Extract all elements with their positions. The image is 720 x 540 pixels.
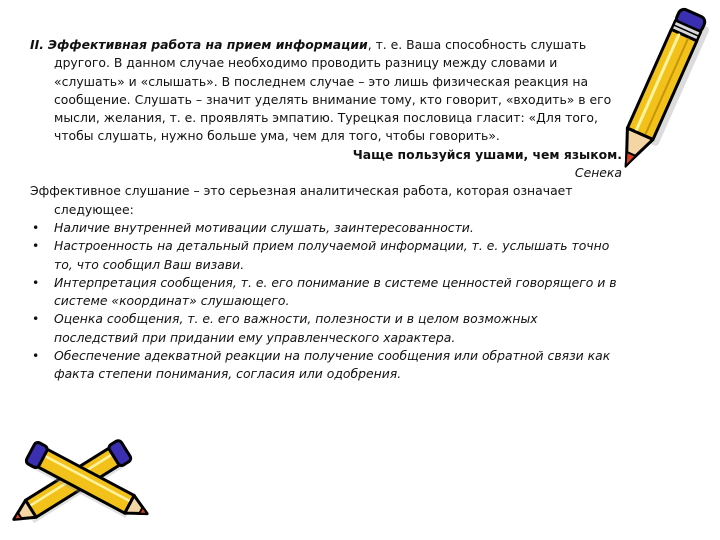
intro-paragraph: Эффективное слушание – это серьезная аналитическая работа, которая означает следующее: (30, 183, 573, 217)
bullet-icon: • (32, 219, 40, 235)
list-item (30, 310, 622, 347)
quote-author: Сенека (574, 165, 622, 181)
crossed-pencils-icon (0, 418, 160, 536)
heading-body-text: , т. е. Ваша способность слушать другого. В данном случае необходимо проводить разницу между словами и «слушать» и «слышать». В последнем случае – это лишь физическая реакция на сообщение. Слушать – значит уделять внимание тому, кто говорит, «входить» в его мысли, желания, т. е. проявлять эмпатию. Турецкая пословица гласит: «Для того, чтобы слушать, нужно больше ума, чем для того, чтобы говорить». (54, 37, 612, 144)
text-block (30, 36, 622, 384)
list-item (30, 347, 622, 384)
list-item-text: Наличие внутренней мотивации слушать, заинтересованности. (54, 219, 474, 235)
list-item-text: Обеспечение адекватной реакции на получение сообщения или обратной связи как факта степени понимания, согласия или одобрения. (54, 348, 611, 382)
bullet-icon: • (32, 348, 40, 364)
quote-text: Чаще пользуйся ушами, чем языком. (352, 146, 622, 162)
list-item-text: Интерпретация сообщения, т. е. его понимание в системе ценностей говорящего и в системе «координат» слушающего. (54, 274, 617, 309)
bullet-icon: • (32, 311, 40, 327)
section-title: Эффективная работа на прием информации (47, 37, 368, 52)
pencil-icon (598, 4, 720, 184)
list-item-text: Настроенность на детальный прием получаемой информации, т. е. услышать точно то, что сообщил Ваш визави. (54, 238, 610, 272)
heading-paragraph (30, 36, 622, 146)
list-item (30, 274, 622, 311)
list-item (30, 219, 622, 237)
bullet-icon: • (32, 274, 40, 290)
list-item-text: Оценка сообщения, т. е. его важности, полезности и в целом возможных последствий при придании ему управленческого характера. (54, 311, 538, 345)
section-number: II. (30, 37, 44, 52)
bullet-icon: • (32, 238, 40, 254)
list-item (30, 237, 622, 274)
bullet-list (30, 219, 622, 384)
